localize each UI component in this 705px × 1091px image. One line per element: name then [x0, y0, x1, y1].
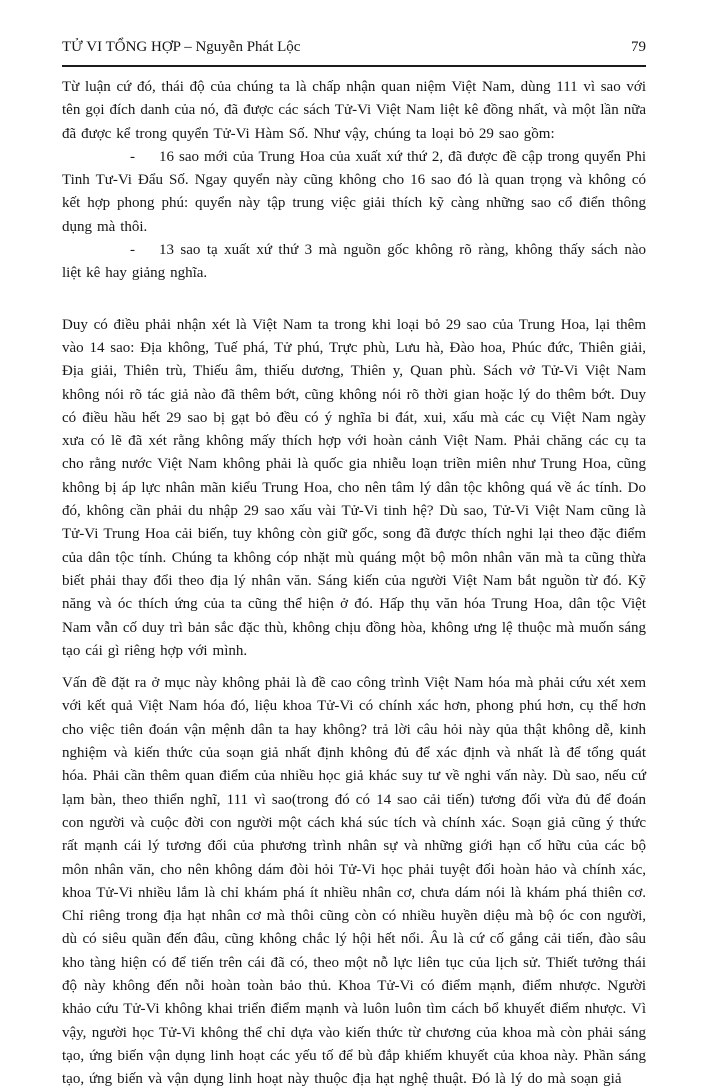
page-number: 79: [631, 39, 646, 55]
bullet-text: 13 sao tạ xuất xứ thứ 3 mà nguồn gốc không rõ ràng, không thấy sách nào liệt kê hay giảng nghĩa.: [62, 242, 646, 282]
header-rule: [62, 65, 646, 67]
running-title: TỬ VI TỔNG HỢP – Nguyễn Phát Lộc: [62, 39, 301, 55]
bullet-text: 16 sao mới của Trung Hoa của xuất xứ thứ 2, đã được đề cập trong quyển Phi Tinh Tư-Vi Đẩu Số. Ngay quyển này cũng không cho 16 sao đó là quan trọng và không có kết hợp phong phú: quyển này tập trung việc giải thích kỹ càng những sao cổ điển thông dụng mà thôi.: [62, 148, 646, 235]
bullet-marker: -: [130, 242, 135, 259]
paragraph-van-de-dat-ra: Vấn đề đặt ra ở mục này không phải là đề cao công trình Việt Nam hóa mà phải cứu xét xem với kết quả Việt Nam hóa đó, liệu khoa Tử-Vi có chính xác hơn, phong phú hơn, cụ thể hơn cho việc tiên đoán vận mệnh dân ta hay không? trả lời câu hỏi này qủa thật không dễ, kinh nghiệm và kiến thức của soạn giả nhất định không đủ để xác định và nhất là để tổng quát hóa. Phải cần thêm quan điểm của nhiều học giả khác suy tư về nghi vấn này. Dù sao, nếu cứ lạm bàn, theo thiển nghĩ, 111 vì sao(trong đó có 14 sao cải tiến) tương đối vừa đủ để đoán con người và cuộc đời con người một cách khá súc tích và chính xác. Soạn giả cũng ý thức rất mạnh cái lý tương đối của phương trình nhân sự và những giới hạn cố hữu của các bộ môn nhân văn, cho nên không dám đòi hỏi Tử-Vi học phải tuyệt đối hoàn hảo và chính xác, khoa Tử-Vi nhiều lắm là chỉ khám phá ít nhiều nhân cơ, chưa dám nói là khám phá thiên cơ. Chỉ riêng trong địa hạt nhân cơ mà thôi cũng còn có nhiều huyền diệu mà bộ óc con người, dù có siêu quần đến đâu, cũng không chắc lý hội hết nổi. Âu là cứ cố gắng cải tiến, đào sâu kho tàng hiện có để tiến trên cái đã có, theo một nỗ lực liên tục của lịch sử. Thiết tưởng thái độ này không đến nỗi hoàn toàn bảo thủ. Khoa Tử-Vi có điểm mạnh, điểm nhược. Người khảo cứu Tử-Vi không khai triển điểm mạnh và luôn luôn tìm cách bổ khuyết điểm nhược. Vì vậy, người học Tử-Vi không thể chỉ dựa vào kiến thức từ chương của khoa mà còn phải sáng tạo, ứng biến vận dụng linh hoạt các yếu tố để bù đắp khiếm khuyết của khoa này. Phần sáng tạo, ứng biến và vận dụng linh hoạt này thuộc địa hạt nghệ thuật. Đó là lý do mà soạn giả: [62, 675, 646, 1088]
bullet-marker: -: [130, 148, 135, 165]
page-header: [62, 38, 646, 57]
bullet-paragraph-13-sao: [62, 239, 646, 286]
paragraph-intro: Từ luận cứ đó, thái độ của chúng ta là chấp nhận quan niệm Việt Nam, dùng 111 vì sao với tên gọi đích danh của nó, đã được các sách Tử-Vi Việt Nam liệt kê đồng nhất, và một lần nữa đã được kể trong quyển Tử-Vi Hàm Số. Như vậy, chúng ta loại bỏ 29 sao gồm:: [62, 79, 646, 142]
bullet-paragraph-16-sao: [62, 146, 646, 239]
body-text: [62, 76, 646, 1091]
paragraph-duy-co-dieu: Duy có điều phải nhận xét là Việt Nam ta trong khi loại bỏ 29 sao của Trung Hoa, lại thêm vào 14 sao: Địa không, Tuế phá, Tử phú, Trực phù, Lưu hà, Đào hoa, Phúc đức, Thiên giải, Địa giải, Thiên trù, Thiếu âm, thiếu dương, Thiên y, Quan phù. Sách vở Tử-Vi Việt Nam không nói rõ tác giả nào đã thêm bớt, cũng không nói rõ thời gian hoặc lý do thêm bớt. Duy có điều hầu hết 29 sao bị gạt bỏ đều có ý nghĩa bi đát, xui, xấu mà các cụ Việt Nam ngày xưa có lẽ đã xét rằng không mấy thích hợp với hoàn cảnh Việt Nam. Phải chăng các cụ ta cho rằng nước Việt Nam không phải là quốc gia nhiễu loạn triền miên như Trung Hoa, cũng không bị áp lực nhân mãn kiểu Trung Hoa, cho nên tâm lý dân tộc không quá về ác tính. Do đó, không cần phải du nhập 29 sao xấu vài Tử-Vi tinh hệ? Dù sao, Tử-Vi Việt Nam cũng là Tử-Vi Trung Hoa cải biến, tuy không còn giữ gốc, song đã được thích nghi lại theo đặc điểm của dân tộc tính. Chúng ta không cóp nhặt mù quáng một bộ môn nhân văn mà ta cũng thừa biết phải thay đổi theo địa lý nhân văn. Sáng kiến của người Việt Nam bắt nguồn từ đó. Kỹ năng và óc thích ứng của ta cũng thể hiện ở đó. Hấp thụ văn hóa Trung Hoa, dân tộc Việt Nam vẫn cố duy trì bản sắc đặc thù, không chịu đồng hòa, không ưng lệ thuộc mà muốn sáng tạo cái gì riêng hợp với mình.: [62, 316, 646, 659]
